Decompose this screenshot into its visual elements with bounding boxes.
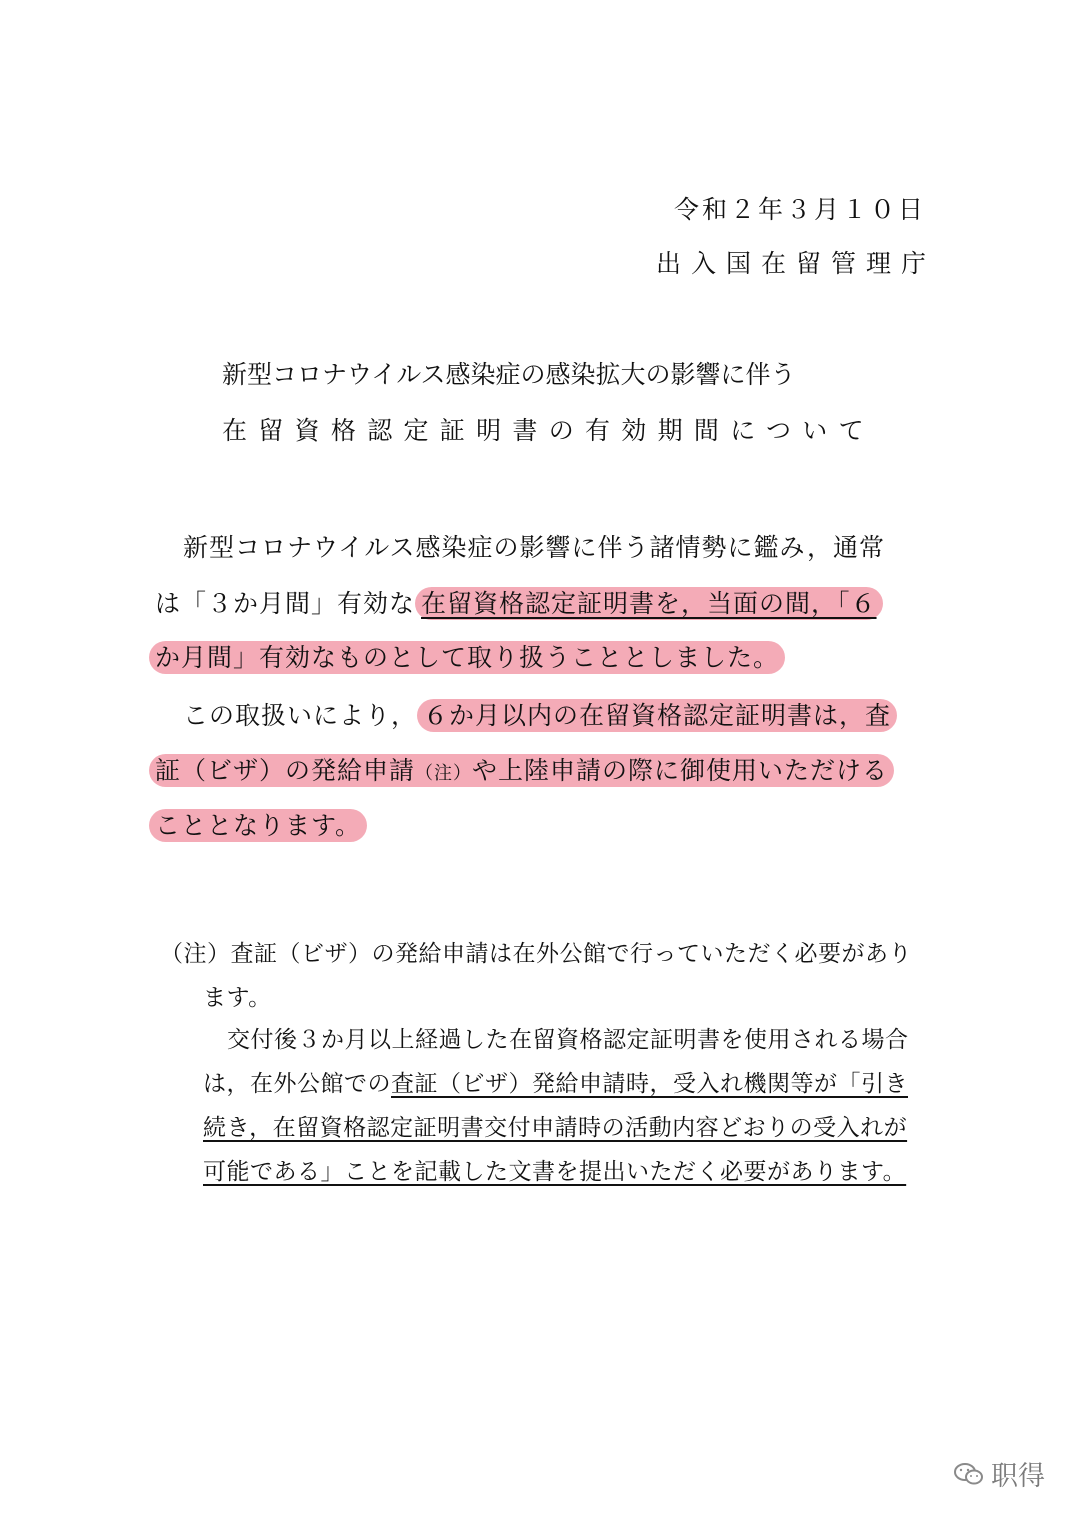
highlighted-validity-change: 在留資格認定証明書を，当面の間，「６	[415, 587, 883, 620]
note-line-5	[203, 1110, 907, 1146]
paragraph-1-line-2-text: は「３か月間」有効な	[155, 589, 416, 618]
paragraph-2-line-3	[149, 808, 367, 844]
highlighted-can-be-used: こととなります。	[149, 809, 367, 842]
note-line-6	[203, 1154, 906, 1190]
note-line-4	[203, 1066, 908, 1102]
note-mark: （注）	[415, 763, 473, 784]
underlined-document-submission: 可能である」ことを記載した文書を提出いただく必要があります。	[203, 1159, 907, 1185]
underlined-activity-content: 続き，在留資格認定証明書交付申請時の活動内容どおりの受入れが	[203, 1115, 908, 1141]
note-line-3: 交付後３か月以上経過した在留資格認定証明書を使用される場合	[227, 1027, 909, 1053]
paragraph-2-line-1	[183, 698, 897, 734]
watermark	[953, 1454, 1045, 1493]
wechat-icon	[953, 1461, 985, 1487]
underlined-visa-requirement: 査証（ビザ）発給申請時，受入れ機関等が「引き	[391, 1071, 908, 1097]
paragraph-1-line-3	[149, 640, 785, 676]
document-date: 令和２年３月１０日	[673, 195, 926, 224]
highlighted-visa-application	[149, 754, 894, 787]
note-line-4-text: は，在外公館での	[203, 1071, 391, 1097]
highlighted-six-month-certificate: ６か月以内の在留資格認定証明書は，査	[417, 699, 897, 732]
title-line-1: 新型コロナウイルス感染症の感染拡大の影響に伴う	[222, 360, 796, 389]
title-line-2: 在留資格認定証明書の有効期間について	[222, 416, 875, 445]
note-line-2: ます。	[203, 985, 272, 1011]
note-line-1: （注）査証（ビザ）の発給申請は在外公館で行っていただく必要があり	[160, 941, 912, 967]
paragraph-1-line-1: 新型コロナウイルス感染症の影響に伴う諸情勢に鑑み，通常	[183, 533, 886, 562]
watermark-text: 职得	[991, 1461, 1045, 1492]
paragraph-1-line-2	[155, 586, 883, 622]
paragraph-2-line-2	[149, 753, 894, 792]
paragraph-2-line-1-text: この取扱いにより，	[183, 701, 418, 730]
issuing-agency: 出入国在留管理庁	[655, 249, 936, 278]
highlighted-six-month-validity: か月間」有効なものとして取り扱うこととしました。	[149, 641, 785, 674]
landing-application-text: や上陸申請の際に御使用いただける	[472, 756, 889, 785]
visa-application-text: 証（ビザ）の発給申請	[155, 756, 416, 785]
